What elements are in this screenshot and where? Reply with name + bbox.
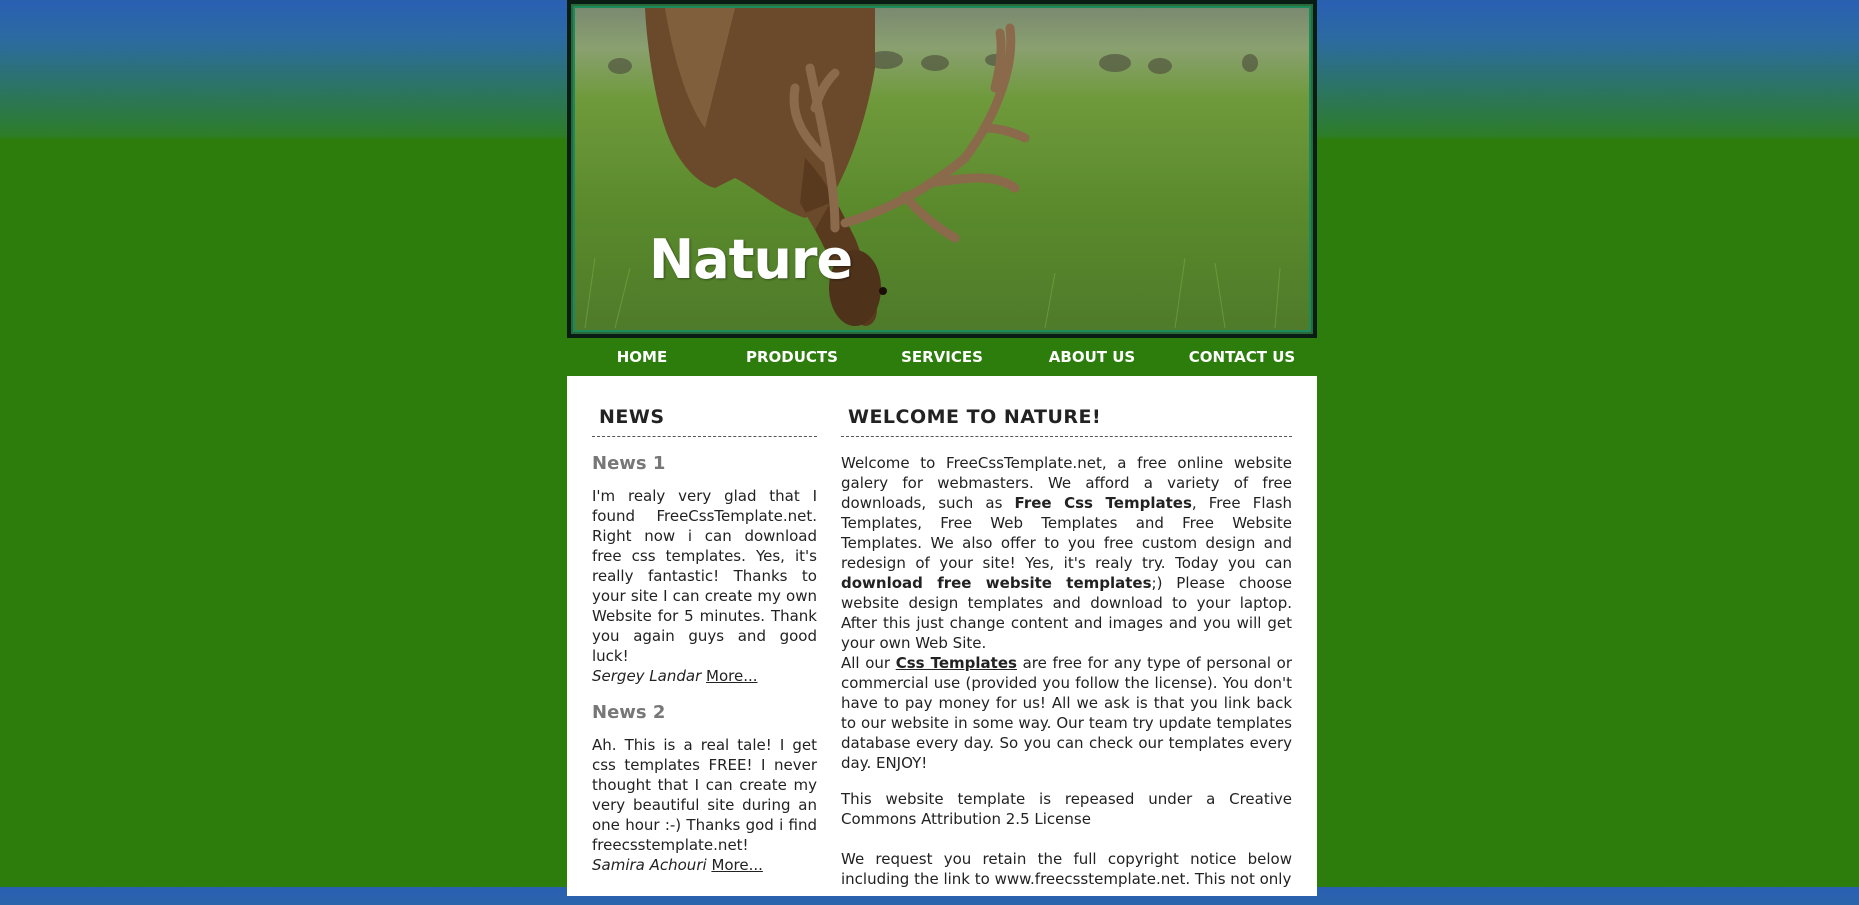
news-heading: News 1	[592, 453, 666, 474]
news-body: Ah. This is a real tale! I get css templates FREE! I never thought that I can create my very beautiful site during an one hour :-) Thanks god i find freecsstemplate.net!	[592, 736, 817, 854]
welcome-paragraph-2	[841, 653, 1292, 773]
news-heading: News 2	[592, 702, 666, 723]
header-image	[573, 6, 1311, 332]
nav-item-services	[867, 338, 1017, 376]
nav-link-contact-us[interactable]: CONTACT US	[1188, 348, 1296, 366]
text-span: ;) Please choose website design templates and download to your laptop. After this just change content and images and you will get your own Web Site.	[841, 574, 1292, 652]
nav-item-products	[717, 338, 867, 376]
nav-item-contact-us	[1167, 338, 1317, 376]
news-byline	[592, 666, 817, 686]
css-templates-link[interactable]: Css Templates	[895, 654, 1017, 672]
text-span: , Free Flash Templates, Free Web Templates and Free Website Templates. We also offer to you free custom design and redesign of your site! Yes, it's realy try. Today you can	[841, 494, 1292, 572]
text-span: Welcome to FreeCssTemplate.net, a free online website galery for webmasters. We afford a variety of free downloads, such as	[841, 454, 1292, 512]
news-body: I'm realy very glad that I found FreeCssTemplate.net. Right now i can download free css templates. Yes, it's really fantastic! Thanks to your site I can create my own Website for 5 minutes. Thank you again guys and good luck!	[592, 487, 817, 665]
text-span: are free for any type of personal or commercial use (provided you follow the license). You don't have to pay money for us! All we ask is that you link back to our website in some way. Our team try update templates database every day. So you can check our templates every day. ENJOY!	[841, 654, 1293, 772]
copyright-paragraph: We request you retain the full copyright notice below including the link to www.freecsstemplate.net. This not only	[841, 850, 1292, 888]
text-span: All our	[841, 654, 896, 672]
news-sidebar	[592, 406, 817, 875]
welcome-paragraph-1	[841, 453, 1292, 653]
nav-link-services[interactable]: SERVICES	[901, 348, 983, 366]
news-item	[592, 453, 817, 686]
main-content	[841, 406, 1292, 905]
news-more-link[interactable]: More...	[711, 856, 763, 874]
news-author: Samira Achouri	[592, 856, 707, 874]
page-body	[567, 376, 1317, 896]
news-author: Sergey Landar	[592, 667, 702, 685]
nav-link-home[interactable]: HOME	[616, 348, 668, 366]
page-wrapper	[567, 0, 1317, 887]
welcome-entry	[841, 453, 1292, 889]
site-logo[interactable]: Nature	[649, 228, 853, 291]
welcome-title: WELCOME TO NATURE!	[841, 406, 1292, 437]
news-item	[592, 702, 817, 875]
news-more-link[interactable]: More...	[706, 667, 758, 685]
nav-item-home	[567, 338, 717, 376]
nav-link-products[interactable]: PRODUCTS	[746, 348, 838, 366]
nav-link-about-us[interactable]: ABOUT US	[1048, 348, 1136, 366]
news-title: NEWS	[592, 406, 817, 437]
news-byline	[592, 855, 817, 875]
main-navigation	[567, 338, 1317, 376]
nav-item-about-us	[1017, 338, 1167, 376]
free-css-templates-bold: Free Css Templates	[1014, 494, 1192, 512]
license-paragraph: This website template is repeased under a Creative Commons Attribution 2.5 License	[841, 790, 1292, 828]
download-templates-bold: download free website templates	[841, 574, 1152, 592]
header-banner	[567, 0, 1317, 338]
